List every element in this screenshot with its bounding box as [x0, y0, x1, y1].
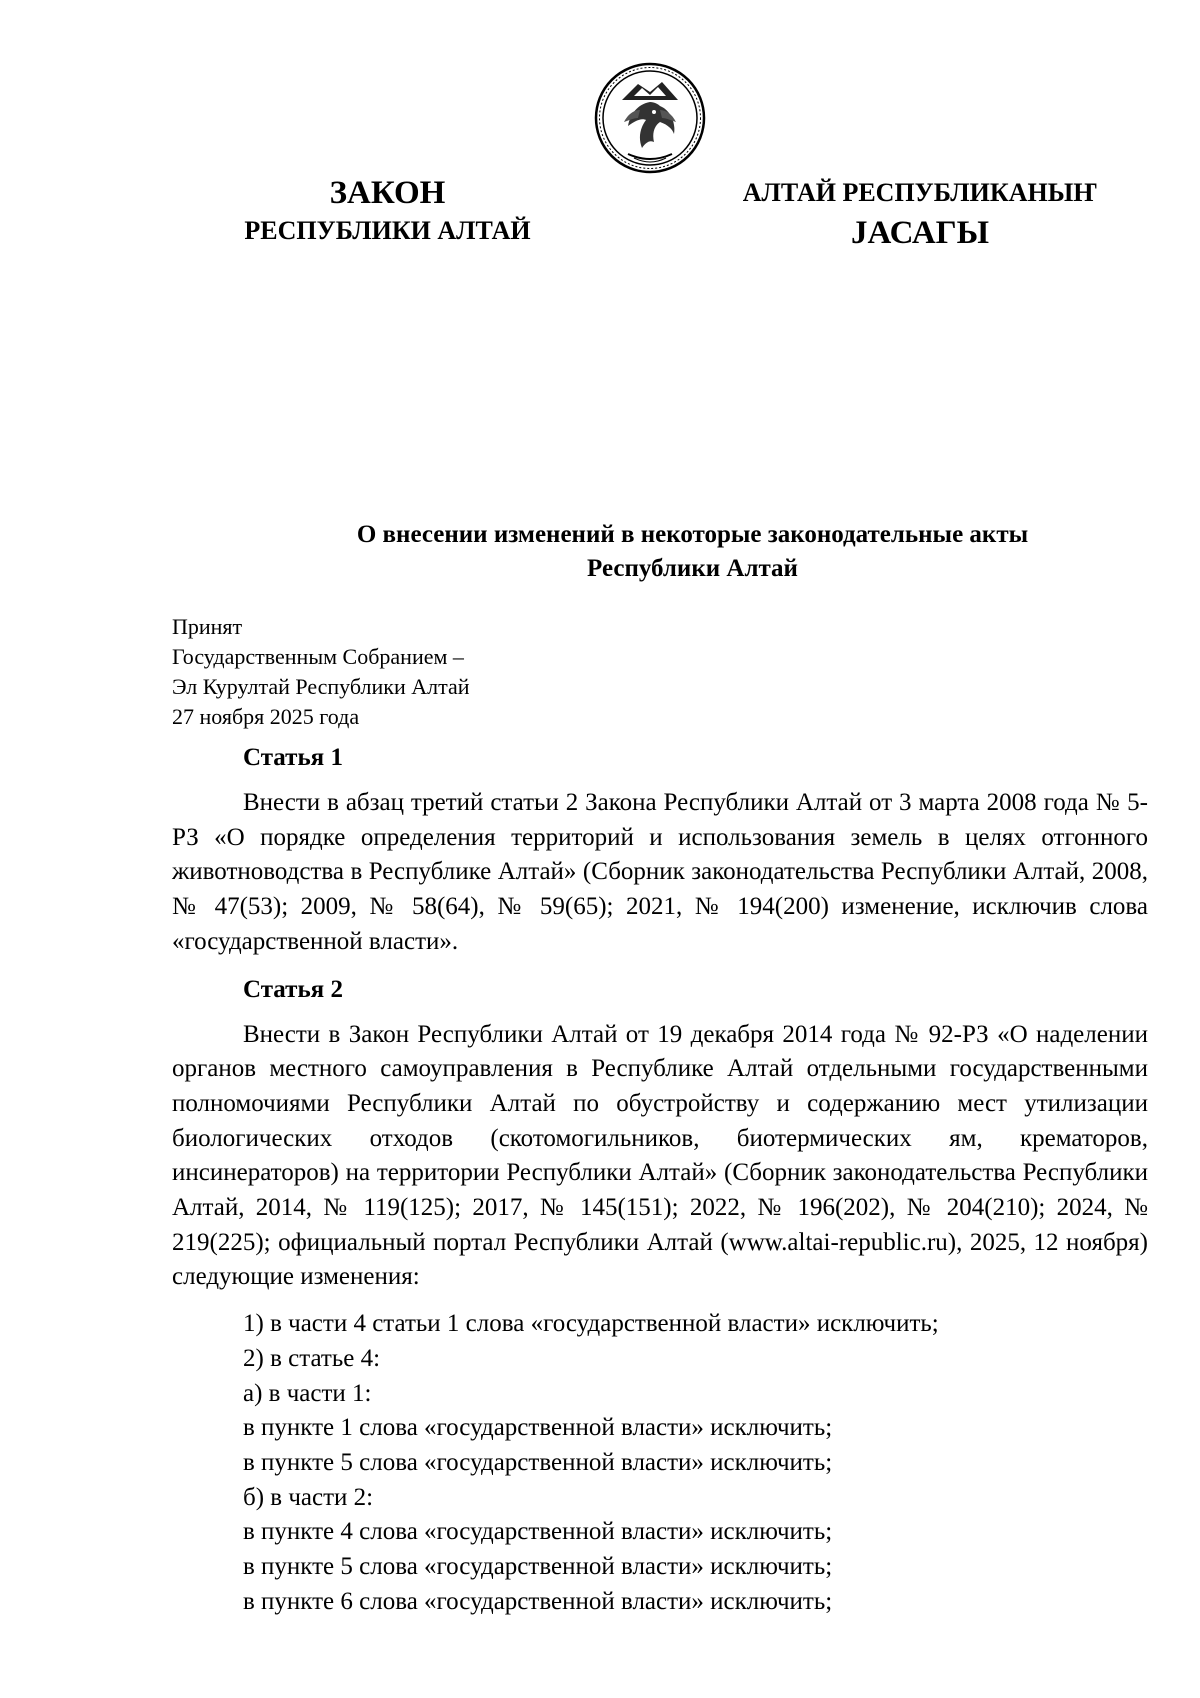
list-item: в пункте 5 слова «государственной власти» исключить;: [243, 1448, 833, 1476]
adoption-block: [172, 612, 470, 732]
list-item: в пункте 1 слова «государственной власти» исключить;: [243, 1414, 833, 1442]
list-item: б) в части 2:: [243, 1483, 374, 1511]
adopted-line-3: Эл Курултай Республики Алтай: [172, 674, 470, 699]
list-item: 2) в статье 4:: [243, 1344, 381, 1372]
adopted-line-2: Государственным Собранием –: [172, 644, 464, 669]
list-item: в пункте 5 слова «государственной власти» исключить;: [243, 1552, 833, 1580]
header-right: [730, 173, 1110, 253]
header-left-title: ЗАКОН: [329, 175, 446, 211]
adopted-line-1: Принят: [172, 614, 243, 639]
article-1-heading: Статья 1: [243, 744, 343, 771]
coat-of-arms-emblem: [594, 62, 706, 174]
list-item: а) в части 1:: [243, 1379, 372, 1407]
article-2-text: Внести в Закон Республики Алтай от 19 декабря 2014 года № 92-РЗ «О наделении органов местного самоуправления в Республике Алтай отдельными государственными полномочиями Республики Алтай по обустройству и содержанию мест утилизации биологических отходов (скотомогильников, биотермических ям, крематоров, инсинераторов) на территории Республики Алтай» (Сборник законодательства Республики Алтай, 2014, № 119(125); 2017, № 145(151); 2022, № 196(202), № 204(210); 2024, № 219(225); официальный портал Республики Алтай (www.altai-republic.ru), 2025, 12 ноября) следующие изменения:: [172, 1020, 1148, 1291]
adopted-date: 27 ноября 2025 года: [172, 704, 360, 729]
header-right-title: АЛТАЙ РЕСПУБЛИКАНЫҤ: [742, 178, 1098, 207]
article-1-text: Внести в абзац третий статьи 2 Закона Республики Алтай от 3 марта 2008 года № 5-РЗ «О порядке определения территорий и использования земель в целях отгонного животноводства в Республике Алтай» (Сборник законодательства Республики Алтай, 2008, № 47(53); 2009, № 58(64), № 59(65); 2021, № 194(200) изменение, исключив слова «государственной власти».: [172, 789, 1148, 955]
header-right-subtitle: ЈАСАГЫ: [850, 215, 990, 251]
document-body: [172, 740, 1148, 1619]
header-left-subtitle: РЕСПУБЛИКИ АЛТАЙ: [244, 216, 531, 245]
law-title: О внесении изменений в некоторые законодательные акты Республики Алтай: [356, 521, 1029, 582]
list-item: в пункте 6 слова «государственной власти» исключить;: [243, 1587, 833, 1615]
list-item: в пункте 4 слова «государственной власти» исключить;: [243, 1518, 833, 1546]
header-left: [215, 173, 560, 249]
article-2-heading: Статья 2: [243, 975, 343, 1003]
list-item: 1) в части 4 статьи 1 слова «государственной власти» исключить;: [243, 1310, 939, 1338]
